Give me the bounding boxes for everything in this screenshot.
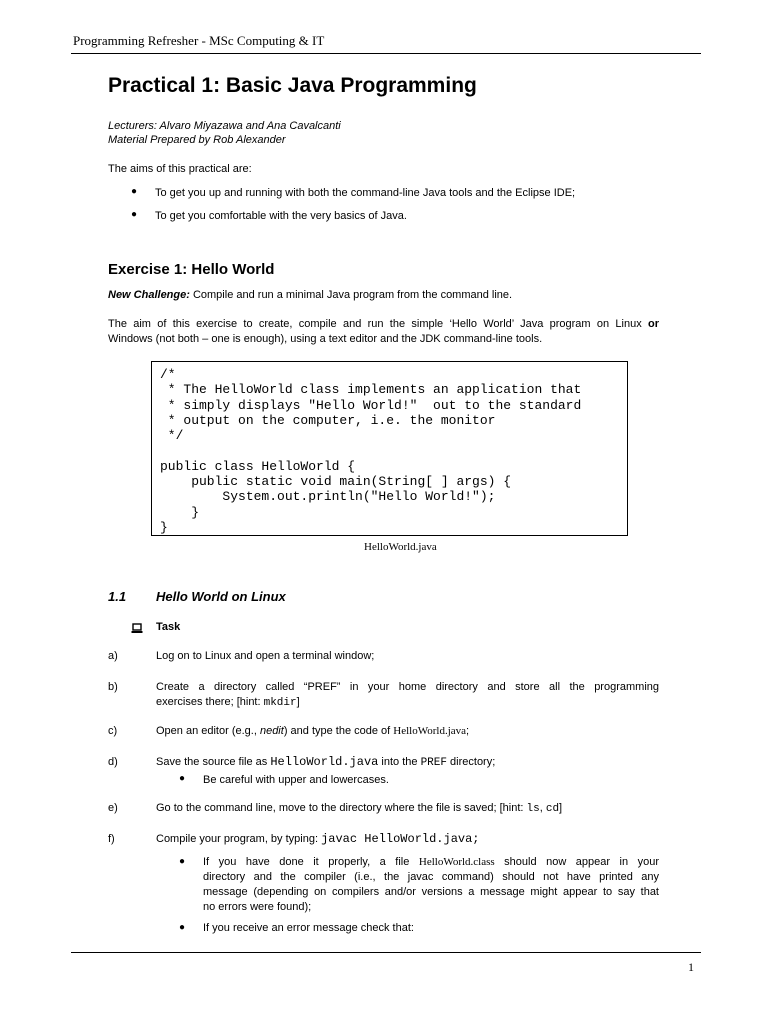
- step-d-post: directory;: [446, 756, 496, 768]
- lecturers-line: Lecturers: Alvaro Miyazawa and Ana Cavalcanti: [108, 120, 341, 132]
- step-e-post: ]: [559, 802, 563, 814]
- step-f-code: javac HelloWorld.java;: [321, 832, 480, 846]
- bullet-icon: ●: [179, 856, 186, 867]
- prepared-by-line: Material Prepared by Rob Alexander: [108, 134, 286, 146]
- step-d-code: HelloWorld.java: [270, 755, 379, 769]
- step-e-code2: cd: [545, 803, 560, 815]
- aim-text: The aim of this exercise to create, compile and run the simple ‘Hello World’ Java program on Linux: [108, 318, 648, 330]
- bullet-icon: ●: [179, 922, 186, 933]
- step-f-sub1-post: should now appear in your: [494, 856, 659, 868]
- step-b-pre: exercises there; [hint:: [156, 696, 264, 708]
- step-c-post: ;: [466, 725, 470, 737]
- step-d-sub: Be careful with upper and lowercases.: [203, 774, 389, 786]
- step-b-line2: [156, 695, 300, 711]
- step-f-sub1-line1: [203, 855, 659, 870]
- step-e-pre: Go to the command line, move to the directory where the file is saved; [hint:: [156, 802, 527, 814]
- exercise-heading: Exercise 1: Hello World: [108, 261, 275, 278]
- section-number: 1.1: [108, 589, 127, 604]
- step-c-pre: Open an editor (e.g.,: [156, 725, 260, 737]
- step-d-pre: Save the source file as: [156, 756, 271, 768]
- step-a-text: Log on to Linux and open a terminal window;: [156, 650, 375, 662]
- step-d-dir: PREF: [420, 757, 447, 769]
- step-c-em: nedit: [259, 725, 284, 737]
- step-f-sub1-pre: If you have done it properly, a file: [203, 856, 419, 868]
- step-label: b): [108, 681, 118, 693]
- step-f-sub1-file: HelloWorld.class: [418, 856, 495, 868]
- section-title: Hello World on Linux: [156, 589, 286, 604]
- bullet-icon: ●: [179, 773, 186, 784]
- challenge-label: New Challenge:: [108, 289, 190, 301]
- challenge-text: Compile and run a minimal Java program from the command line.: [189, 289, 513, 301]
- aim-item: To get you up and running with both the command-line Java tools and the Eclipse IDE;: [155, 187, 576, 199]
- step-e-code1: ls: [526, 803, 540, 815]
- step-f-sub2: If you receive an error message check that:: [203, 922, 414, 934]
- page-number: 1: [688, 960, 694, 974]
- step-f-sub1-line2: directory and the compiler (i.e., the javac command) should not have printed any: [203, 871, 659, 883]
- page-title: Practical 1: Basic Java Programming: [108, 74, 477, 97]
- step-b-line1: Create a directory called “PREF” in your home directory and store all the programming: [156, 681, 659, 693]
- running-header: Programming Refresher - MSc Computing & IT: [73, 33, 325, 48]
- aim-paragraph-line2: Windows (not both – one is enough), using a text editor and the JDK command-line tools.: [108, 333, 543, 345]
- step-e-sep: ,: [539, 802, 546, 814]
- step-f-sub1-line4: no errors were found);: [203, 901, 312, 913]
- step-label: c): [108, 725, 118, 737]
- step-b-code: mkdir: [263, 697, 297, 709]
- step-c-file: HelloWorld.java: [393, 725, 467, 737]
- aim-item: To get you comfortable with the very basics of Java.: [155, 210, 407, 222]
- code-listing: [151, 361, 628, 536]
- code-text: /* * The HelloWorld class implements an application that * simply displays "Hello World!" out to the standard * output on the computer, i.e. the monitor */ public class HelloWorld { public static void main(String[ ] args) { System.out.println("Hello World!"); } }: [160, 367, 582, 535]
- step-f-text: [156, 832, 480, 847]
- laptop-icon: [131, 621, 143, 632]
- aims-intro: The aims of this practical are:: [108, 163, 252, 175]
- header-rule: [71, 53, 701, 54]
- step-f-sub1-line3: message (depending on compilers and/or versions a message might appear to say that: [203, 886, 659, 898]
- step-label: a): [108, 650, 118, 662]
- new-challenge-line: [108, 288, 512, 303]
- step-f-pre: Compile your program, by typing:: [156, 833, 322, 845]
- aim-paragraph-line1: [108, 317, 659, 332]
- footer-rule: [71, 952, 701, 953]
- task-label: Task: [156, 621, 181, 633]
- step-label: e): [108, 802, 118, 814]
- bullet-icon: ●: [131, 186, 138, 197]
- step-c-mid: ) and type the code of: [283, 725, 394, 737]
- code-caption: HelloWorld.java: [364, 541, 437, 553]
- step-b-post: ]: [296, 696, 300, 708]
- step-c-text: [156, 724, 469, 739]
- step-d-mid: into the: [378, 756, 421, 768]
- step-label: d): [108, 756, 118, 768]
- step-label: f): [108, 833, 115, 845]
- step-d-text: [156, 755, 495, 771]
- step-e-text: [156, 801, 562, 817]
- bullet-icon: ●: [131, 209, 138, 220]
- aim-or: or: [648, 318, 659, 330]
